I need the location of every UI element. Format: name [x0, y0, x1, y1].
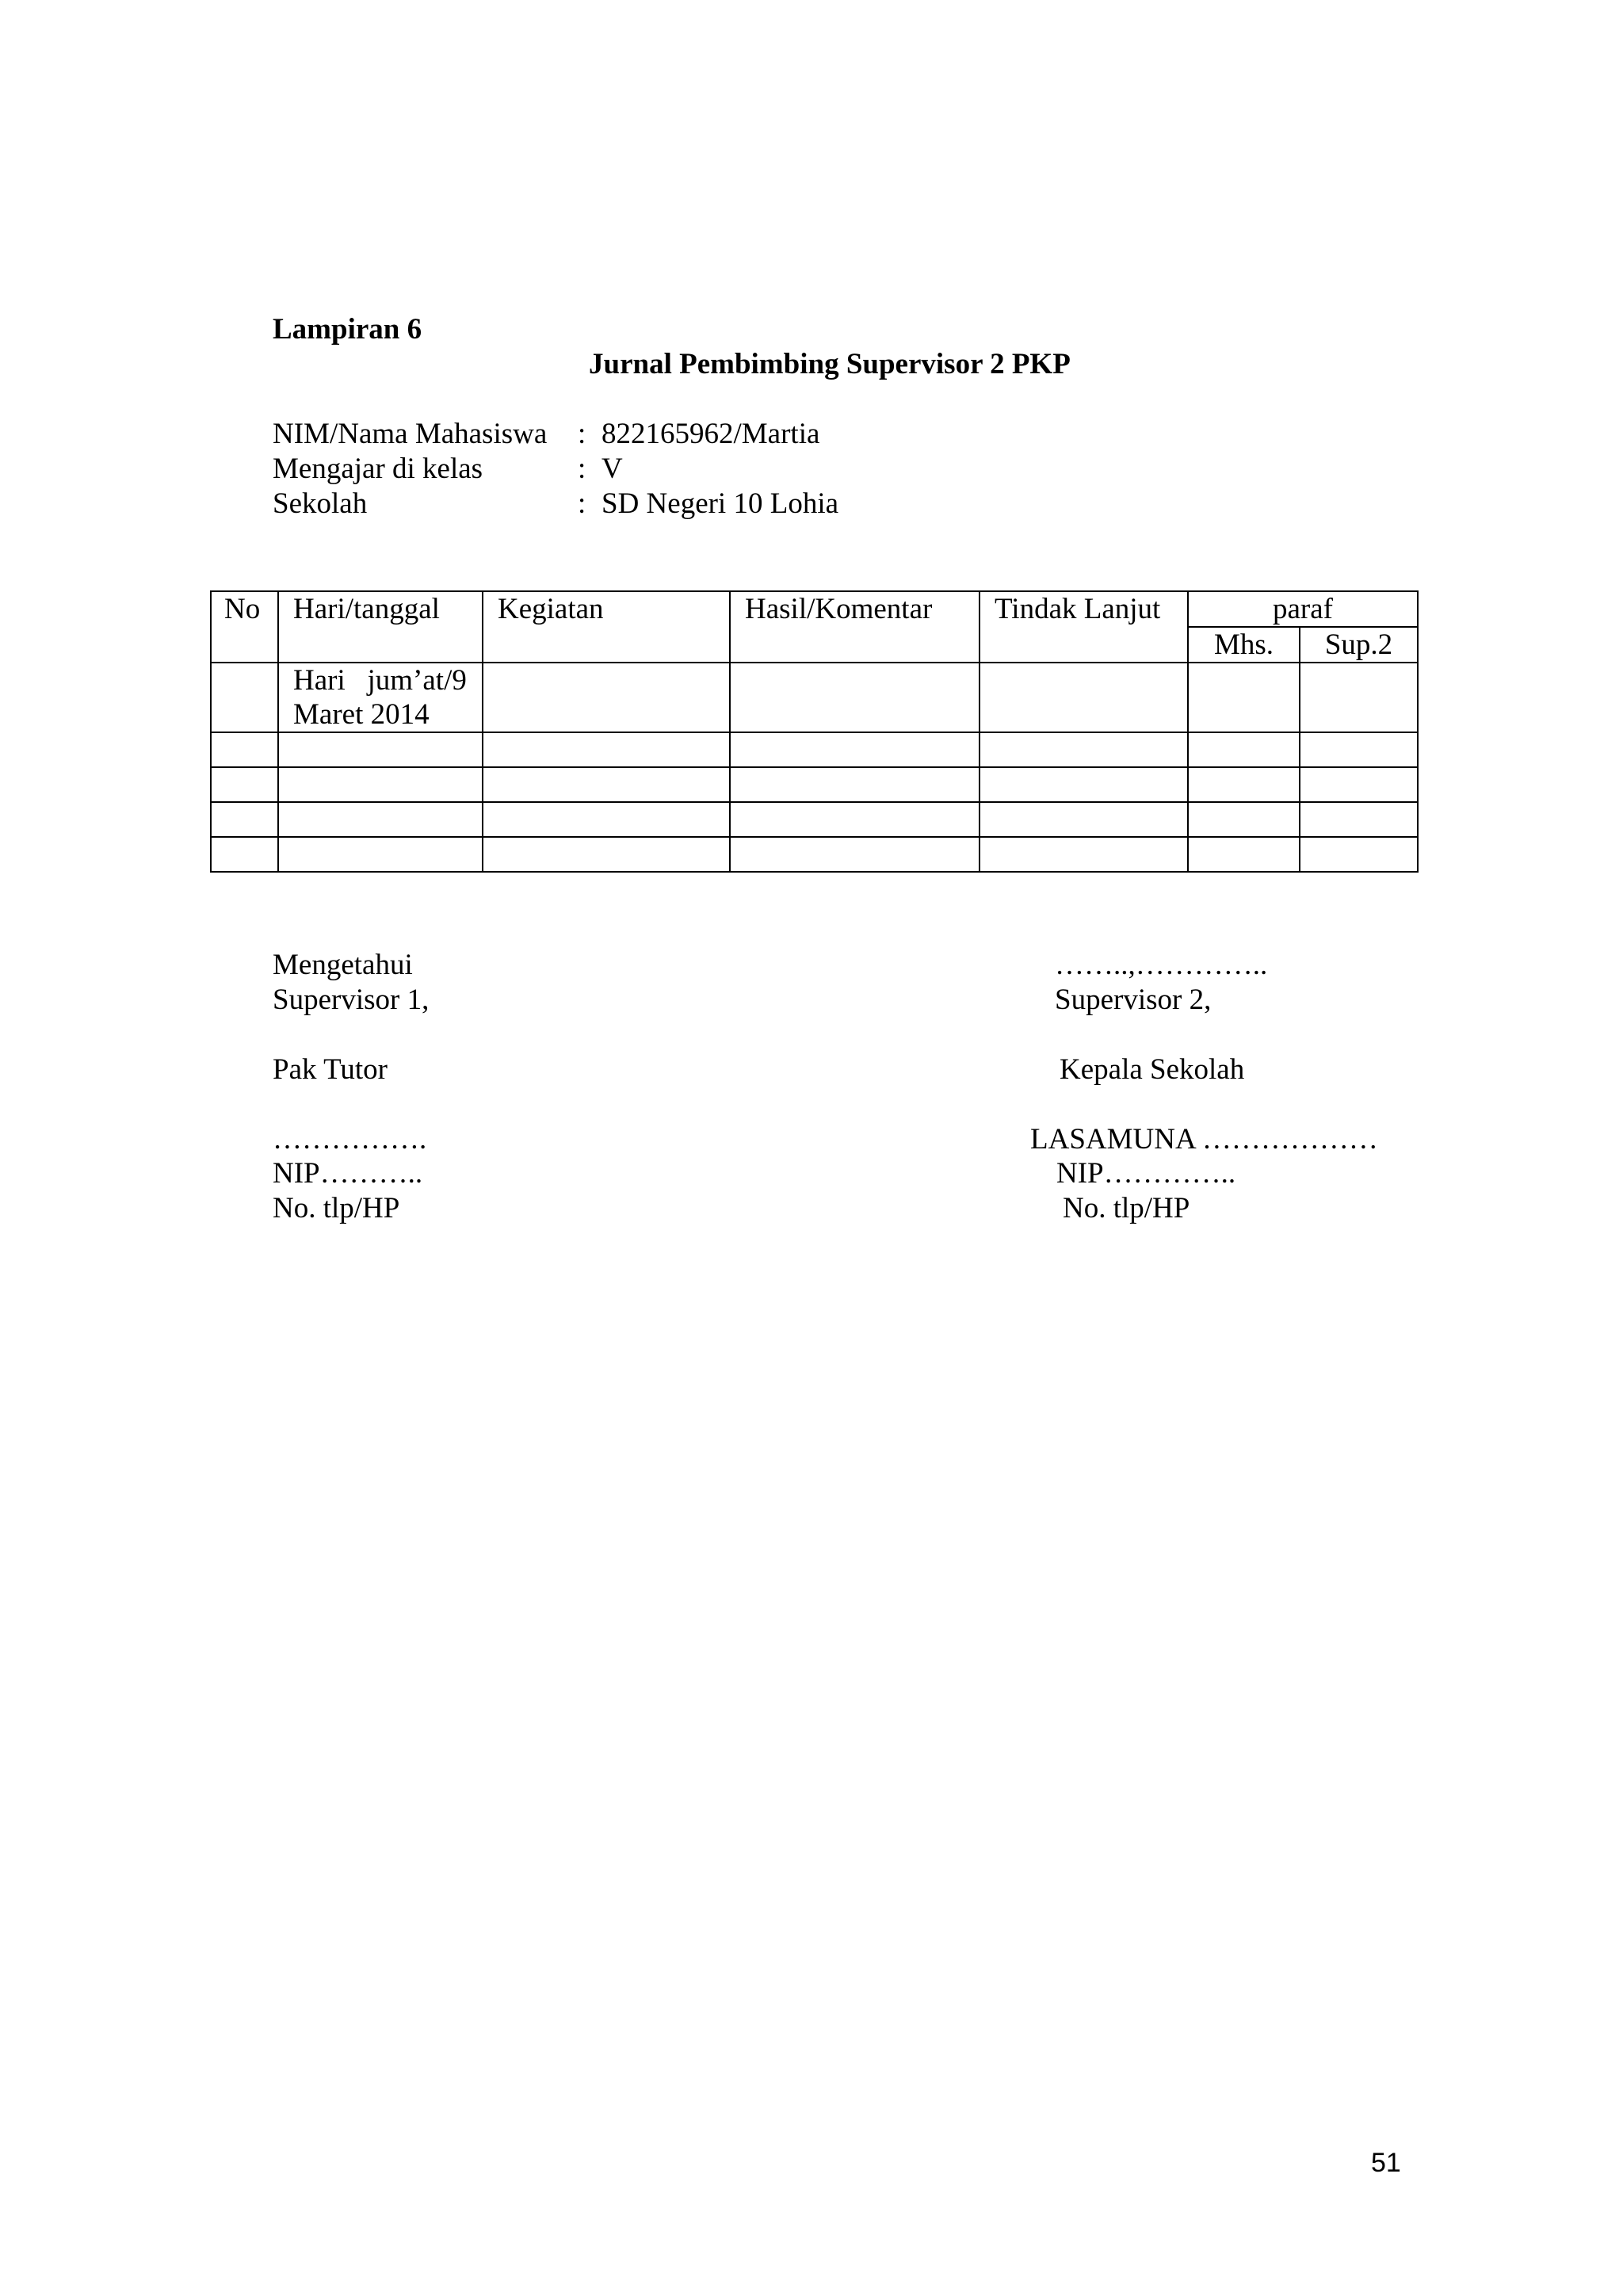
- supervisor1-label: Supervisor 1,: [273, 984, 430, 1016]
- cell-hari-line1: Hari jum’at/9: [293, 664, 467, 697]
- supervisor1-name: Pak Tutor: [273, 1053, 388, 1086]
- cell-mhs: [1188, 663, 1300, 732]
- date-line: ……..,…………..: [1055, 949, 1268, 981]
- identity-colon: :: [578, 418, 586, 450]
- cell-tindak: [980, 663, 1188, 732]
- identity-value-nim: 822165962/Martia: [601, 418, 820, 450]
- supervisor1-signature-line: …………….: [273, 1123, 427, 1156]
- table-row-empty: [211, 802, 1418, 837]
- document-title: Jurnal Pembimbing Supervisor 2 PKP: [589, 348, 1071, 380]
- table-row-empty: [211, 767, 1418, 802]
- supervisor2-name: Kepala Sekolah: [1060, 1053, 1245, 1086]
- journal-table: [210, 590, 1419, 873]
- supervisor2-nip: NIP…………..: [1056, 1157, 1236, 1190]
- identity-value-kelas: V: [601, 453, 623, 485]
- cell-hari-line2: Maret 2014: [293, 698, 430, 731]
- identity-label-sekolah: Sekolah: [273, 487, 368, 520]
- lampiran-label: Lampiran 6: [273, 313, 422, 346]
- page-number: 51: [1371, 2148, 1401, 2178]
- cell-hasil: [730, 663, 980, 732]
- identity-label-nim: NIM/Nama Mahasiswa: [273, 418, 548, 450]
- table-header-row: [211, 591, 1418, 627]
- mengetahui-label: Mengetahui: [273, 949, 413, 981]
- supervisor1-nip: NIP………..: [273, 1157, 423, 1190]
- header-mhs: Mhs.: [1188, 627, 1300, 663]
- cell-sup: [1300, 663, 1418, 732]
- cell-hari-tanggal: [278, 663, 483, 732]
- supervisor2-phone: No. tlp/HP: [1063, 1192, 1190, 1224]
- supervisor1-phone: No. tlp/HP: [273, 1192, 400, 1224]
- table-row-empty: [211, 732, 1418, 767]
- table-row-empty: [211, 837, 1418, 872]
- header-hari-tanggal: Hari/tanggal: [278, 591, 483, 663]
- identity-value-sekolah: SD Negeri 10 Lohia: [601, 487, 839, 520]
- header-no: No: [211, 591, 278, 663]
- header-hasil-komentar: Hasil/Komentar: [730, 591, 980, 663]
- header-sup2: Sup.2: [1300, 627, 1418, 663]
- identity-colon: :: [578, 487, 586, 520]
- header-paraf: paraf: [1188, 591, 1418, 627]
- supervisor2-signature-name: LASAMUNA ………………: [1030, 1123, 1378, 1156]
- header-kegiatan: Kegiatan: [483, 591, 730, 663]
- cell-kegiatan: [483, 663, 730, 732]
- table-row: [211, 663, 1418, 732]
- identity-label-kelas: Mengajar di kelas: [273, 453, 483, 485]
- identity-colon: :: [578, 453, 586, 485]
- supervisor2-label: Supervisor 2,: [1055, 984, 1212, 1016]
- header-tindak-lanjut: Tindak Lanjut: [980, 591, 1188, 663]
- cell-no: [211, 663, 278, 732]
